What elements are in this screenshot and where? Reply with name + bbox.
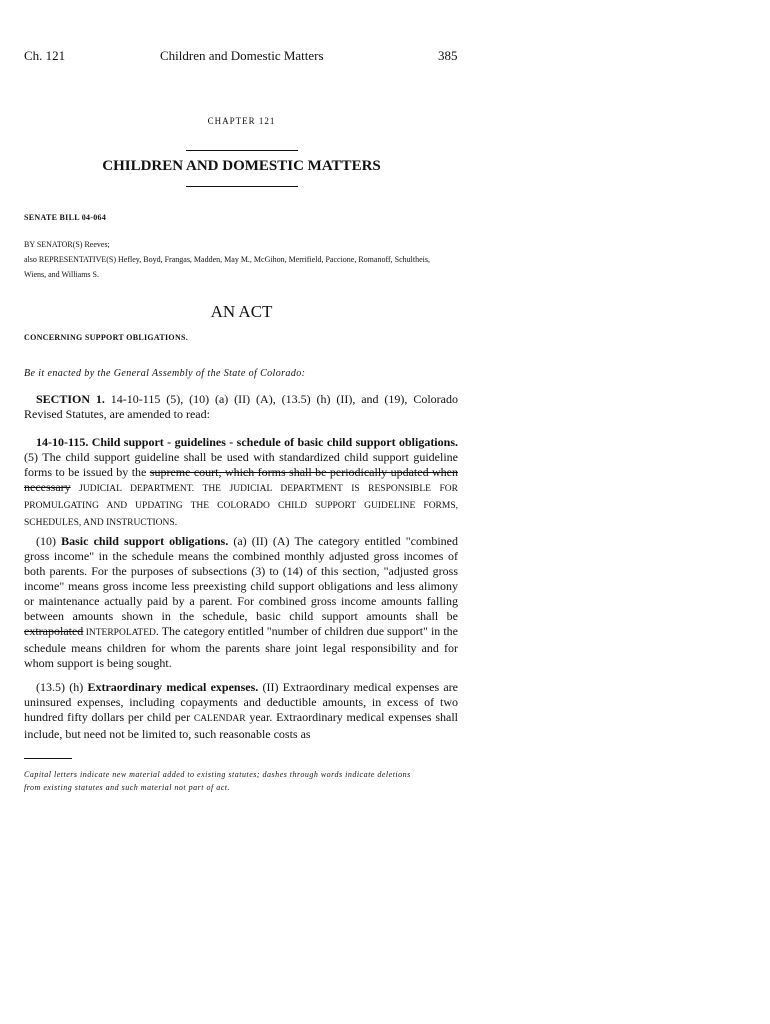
deleted-text: extrapolated (24, 624, 84, 638)
statute-paragraph (24, 435, 458, 531)
title-rule-top (186, 150, 298, 151)
section-1-lead: SECTION 1. (36, 392, 105, 406)
subsection-10-paragraph (24, 534, 458, 671)
statute-text: (5) The child support guideline shall be used with standardized child support guideline forms to be issued by the (24, 450, 458, 479)
act-heading: AN ACT (210, 302, 273, 321)
bill-number: SENATE BILL 04-064 (24, 213, 107, 222)
subsection-13-5-lead: (13.5) (h) (36, 680, 88, 694)
statute-heading: 14-10-115. Child support - guidelines - schedule of basic child support obligations. (36, 435, 458, 449)
inserted-text: JUDICIAL DEPARTMENT. THE JUDICIAL DEPARTMENT IS RESPONSIBLE FOR PROMULGATING AND UPDATING THE COLORADO CHILD SUPPORT GUIDELINE FORMS, SCHEDULES, AND INSTRUCTIONS. (24, 484, 458, 528)
running-header-title: Children and Domestic Matters (160, 48, 324, 63)
inserted-text: INTERPOLATED (83, 628, 156, 638)
enacting-clause: Be it enacted by the General Assembly of the State of Colorado: (24, 368, 306, 379)
section-1-paragraph (24, 392, 458, 422)
subsection-13-5-text: (II) Extraordinary medical expenses are uninsured expenses, including copayments and deductible amounts, in excess of two hundred fifty dollars per child per (24, 680, 458, 724)
running-header-chapter: Ch. 121 (24, 48, 66, 63)
sponsors-block (24, 237, 464, 282)
concerning-line: CONCERNING SUPPORT OBLIGATIONS. (24, 333, 189, 342)
subsection-13-5-paragraph (24, 680, 458, 742)
chapter-title: CHILDREN AND DOMESTIC MATTERS (102, 158, 381, 174)
section-1-text: 14-10-115 (5), (10) (a) (II) (A), (13.5) (h) (II), and (19), Colorado Revised Statutes, are amended to read: (24, 392, 458, 421)
footnote-line-2: from existing statutes and such material not part of act. (24, 783, 230, 792)
sponsors-representatives: also REPRESENTATIVE(S) Hefley, Boyd, Frangas, Madden, May M., McGihon, Merrifield, Paccione, Romanoff, Schultheis, (24, 255, 430, 264)
inserted-text: CALENDAR (193, 714, 246, 724)
subsection-10-text-end: . The category entitled "number of children due support" in the schedule means children for whom the parents share joint legal responsibility and for whom support is being sought. (24, 624, 458, 670)
title-rule-bottom (186, 186, 298, 187)
footnote (24, 768, 464, 794)
subsection-13-5-heading: Extraordinary medical expenses. (87, 680, 259, 694)
subsection-10-heading: Basic child support obligations. (61, 534, 229, 548)
footnote-rule (24, 758, 72, 759)
subsection-10-lead: (10) (36, 534, 62, 548)
chapter-label: CHAPTER 121 (207, 116, 276, 126)
subsection-13-5-text-end: year. Extraordinary medical expenses shall include, but need not be limited to, such reasonable costs as (24, 710, 458, 741)
page-number: 385 (438, 48, 458, 63)
subsection-10-text: (a) (II) (A) The category entitled "combined gross income" in the schedule means the combined monthly adjusted gross incomes of both parents. For the purposes of subsections (3) to (14) of this section, "adjusted gross income" means gross income less preexisting child support obligations and less alimony or maintenance actually paid by a parent. For combined gross income amounts falling between amounts shown in the schedule, basic child support amounts shall be (24, 534, 458, 623)
footnote-line-1: Capital letters indicate new material added to existing statutes; dashes through words indicate deletions (24, 770, 411, 779)
sponsors-representatives-cont: Wiens, and Williams S. (24, 270, 99, 279)
deleted-text: supreme court, which forms shall be periodically updated when necessary (24, 465, 458, 494)
sponsors-senators: BY SENATOR(S) Reeves; (24, 240, 110, 249)
